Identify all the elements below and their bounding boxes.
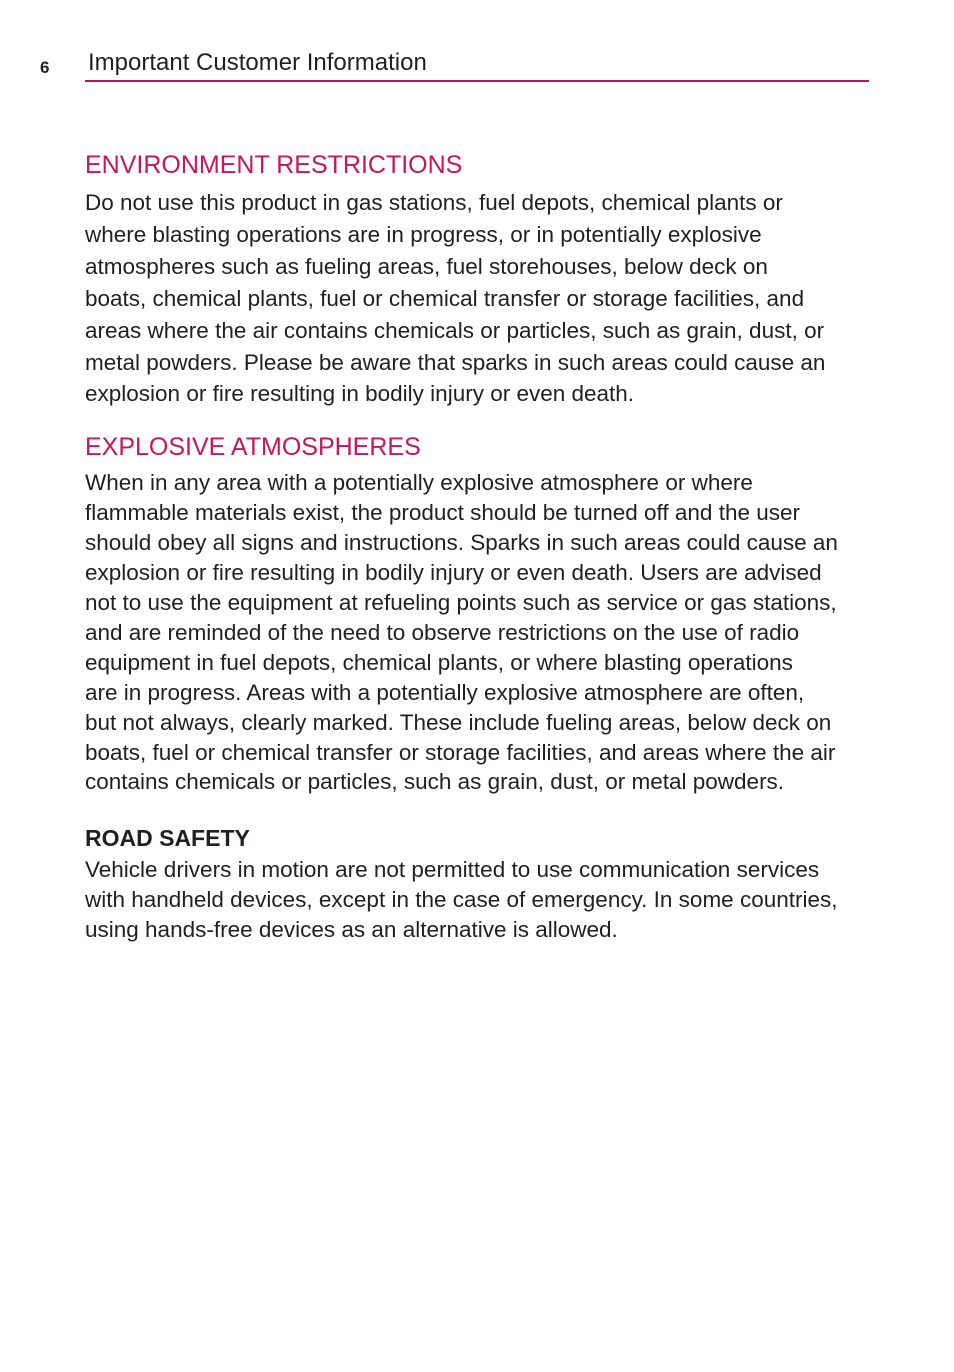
body-line: with handheld devices, except in the case of emergency. In some countries, <box>85 887 838 913</box>
body-line: areas where the air contains chemicals or particles, such as grain, dust, or <box>85 317 825 343</box>
body-line: not to use the equipment at refueling points such as service or gas stations, <box>85 589 837 615</box>
body-line: using hands-free devices as an alternative is allowed. <box>85 917 618 943</box>
body-line: Vehicle drivers in motion are not permitted to use communication services <box>85 857 820 883</box>
header-rule <box>85 80 869 82</box>
section-body-environment-restrictions <box>85 187 875 410</box>
body-line: atmospheres such as fueling areas, fuel storehouses, below deck on <box>85 253 768 279</box>
body-line: Do not use this product in gas stations, fuel depots, chemical plants or <box>85 190 783 215</box>
body-line: explosion or fire resulting in bodily injury or even death. <box>85 381 635 407</box>
body-line: where blasting operations are in progress, or in potentially explosive <box>85 221 762 247</box>
body-line: contains chemicals or particles, such as grain, dust, or metal powders. <box>85 769 785 795</box>
section-body-explosive-atmospheres <box>85 468 875 797</box>
section-heading-environment-restrictions: ENVIRONMENT RESTRICTIONS <box>85 151 463 179</box>
page-number: 6 <box>40 58 50 77</box>
section-body-road-safety <box>85 855 875 945</box>
body-line: and are reminded of the need to observe restrictions on the use of radio <box>85 619 800 645</box>
section-heading-explosive-atmospheres: EXPLOSIVE ATMOSPHERES <box>85 433 421 462</box>
body-line: are in progress. Areas with a potentially explosive atmosphere are often, <box>85 679 805 705</box>
body-line: should obey all signs and instructions. Sparks in such areas could cause an <box>85 530 838 556</box>
body-line: boats, fuel or chemical transfer or storage facilities, and areas where the air <box>85 739 836 765</box>
body-line: but not always, clearly marked. These include fueling areas, below deck on <box>85 709 832 735</box>
body-line: equipment in fuel depots, chemical plants, or where blasting operations <box>85 649 793 675</box>
body-line: flammable materials exist, the product should be turned off and the user <box>85 500 800 526</box>
section-heading-road-safety: ROAD SAFETY <box>85 825 250 852</box>
page-content <box>85 148 875 945</box>
body-line: metal powders. Please be aware that sparks in such areas could cause an <box>85 349 826 375</box>
body-line: explosion or fire resulting in bodily injury or even death. Users are advised <box>85 560 822 586</box>
body-line: When in any area with a potentially explosive atmosphere or where <box>85 470 753 496</box>
running-title: Important Customer Information <box>88 49 427 76</box>
body-line: boats, chemical plants, fuel or chemical transfer or storage facilities, and <box>85 285 805 311</box>
